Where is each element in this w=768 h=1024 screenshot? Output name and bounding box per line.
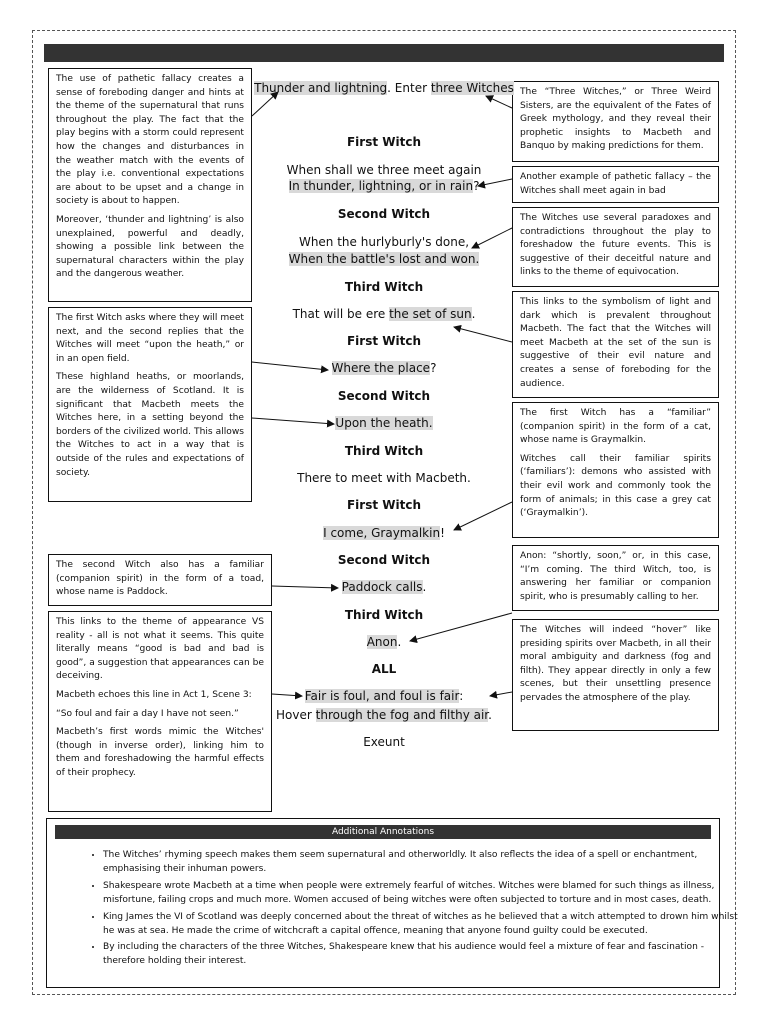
note-text: Witches call their familiar spirits (‘familiars’): demons who assisted with their evil work and commonly took the form of animals; in this case a grey cat (‘Graymalkin’). [520,453,711,519]
speaker-label: First Witch [346,334,422,348]
note-paddock [48,554,272,606]
script-line: That will be ere the set of sun. [292,307,476,321]
note-appearance-reality [48,611,272,812]
note-text: Anon: “shortly, soon,” or, in this case, “I’m coming. The third Witch, too, is answering her familiar or companion spirit, who is presumably calling to her. [520,551,711,602]
note-text: The Witches will indeed “hover” like presiding spirits over Macbeth, in all their moral ambiguity and darkness (fog and filth). They appear directly in only a few scenes, but their unsettling presence pervades the atmosphere of the play. [520,625,711,703]
script-line: Where the place? [331,361,437,375]
script-line: Hover through the fog and filthy air. [276,708,492,722]
speaker-label: Third Witch [344,444,424,458]
note-graymalkin [512,402,719,538]
additional-title: Additional Annotations [55,825,711,839]
note-anon [512,545,719,611]
stage-direction: Thunder and lightning. Enter three Witches [254,81,514,95]
note-text: The first Witch has a “familiar” (companion spirit) in the form of a cat, whose name is Graymalkin. [520,408,711,446]
note-paradoxes [512,207,719,287]
list-item: • King James the VI of Scotland was deeply concerned about the threat of witches as he believed that a witch attempted to drown him whilst he was at sea. He made the crime of witchcraft a capital offence, meaning that anyone found guilty could be executed. [103,911,738,939]
note-light-dark [512,291,719,398]
speaker-label: Third Witch [344,608,424,622]
note-text: This links to the theme of appearance VS reality - all is not what it seems. This quite literally means “good is bad and bad is good”, a suggestion that appearances can be deceiving. [56,617,264,682]
speaker-label: Second Witch [337,207,431,221]
note-hover [512,619,719,731]
note-text: The Witches use several paradoxes and contradictions throughout the play to foreshadow the future events. This is suggestive of their deceitful nature and links to the theme of equivocation. [520,213,711,278]
speaker-label: Second Witch [337,553,431,567]
script-line: When the hurlyburly's done, [298,235,470,249]
title-bar [44,44,724,62]
script-line: There to meet with Macbeth. [297,471,471,485]
note-text: Macbeth echoes this line in Act 1, Scene 3: [56,689,252,700]
note-text: Another example of pathetic fallacy – the Witches shall meet again in bad [520,172,711,196]
script-line: Anon. [366,635,402,649]
exit-direction: Exeunt [363,735,405,749]
speaker-label: First Witch [346,498,422,512]
speaker-label: Third Witch [344,280,424,294]
note-three-witches [512,81,719,162]
script-line: I come, Graymalkin! [323,526,445,540]
note-text: Moreover, ‘thunder and lightning’ is also unexplained, powerful and deadly, showing a possible link between the supernatural characters within the play and the dangerous weather. [56,214,244,280]
note-text: The “Three Witches,” or Three Weird Sisters, are the equivalent of the Fates of Greek mythology, and they reveal their prophetic insights to Macbeth and Banquo by making predictions for them. [520,87,711,152]
note-bad-weather [512,166,719,203]
script-line: Upon the heath. [335,416,433,430]
note-text: “So foul and fair a day I have not seen.” [56,708,239,719]
note-text: Macbeth’s first words mimic the Witches' (though in inverse order), linking him to them and foreshadowing the harmful effects of their prophecy. [56,727,264,778]
note-text: This links to the symbolism of light and dark which is prevalent throughout Macbeth. The fact that the Witches will meet Macbeth at the set of the sun is suggestive of their evil nature and creates a sense of foreboding for the audience. [520,297,711,389]
speaker-label: Second Witch [337,389,431,403]
note-text: The use of pathetic fallacy creates a sense of foreboding danger and hints at the theme of the supernatural that runs throughout the play. The fact that the play begins with a storm could represent how the changes and disturbances in the weather match with the events of the play i.e. conventional expectations are about to be upset and a change in society is about to happen. [56,74,244,207]
note-text: These highland heaths, or moorlands, are the wilderness of Scotland. It is significant that Macbeth meets the Witches here, in a setting beyond the borders of the civilized world. This allows the Witches to act in a way that is outside of the rules and expectations of society. [56,372,244,478]
script-line: In thunder, lightning, or in rain? [288,179,480,193]
list-item: • Shakespeare wrote Macbeth at a time when people were extremely fearful of witches. Witches were blamed for such things as illness, misfortune, failing crops and much more. Women accused of being witches were often subjected to torture and in most cases, death. [103,880,738,908]
note-pathetic-fallacy [48,68,252,302]
speaker-label: First Witch [346,135,422,149]
note-text: The second Witch also has a familiar (companion spirit) in the form of a toad, whose name is Paddock. [56,560,264,598]
list-item: • The Witches’ rhyming speech makes them seem supernatural and otherworldly. It also reflects the idea of a spell or enchantment, emphasising their inhuman powers. [103,849,738,877]
script-line: Paddock calls. [341,580,427,594]
note-heath [48,307,252,502]
script-line: Fair is foul, and foul is fair: [304,689,464,703]
list-item: • By including the characters of the three Witches, Shakespeare knew that his audience would feel a mixture of fear and fascination - therefore holding their interest. [103,941,738,969]
script-line: When the battle's lost and won. [288,252,480,266]
speaker-label: ALL [371,662,397,676]
additional-annotations [46,818,738,988]
script-line: When shall we three meet again [286,163,482,177]
note-text: The first Witch asks where they will meet next, and the second replies that the Witches will meet “upon the heath,” or in an open field. [56,313,244,364]
annotation-list [77,849,738,972]
